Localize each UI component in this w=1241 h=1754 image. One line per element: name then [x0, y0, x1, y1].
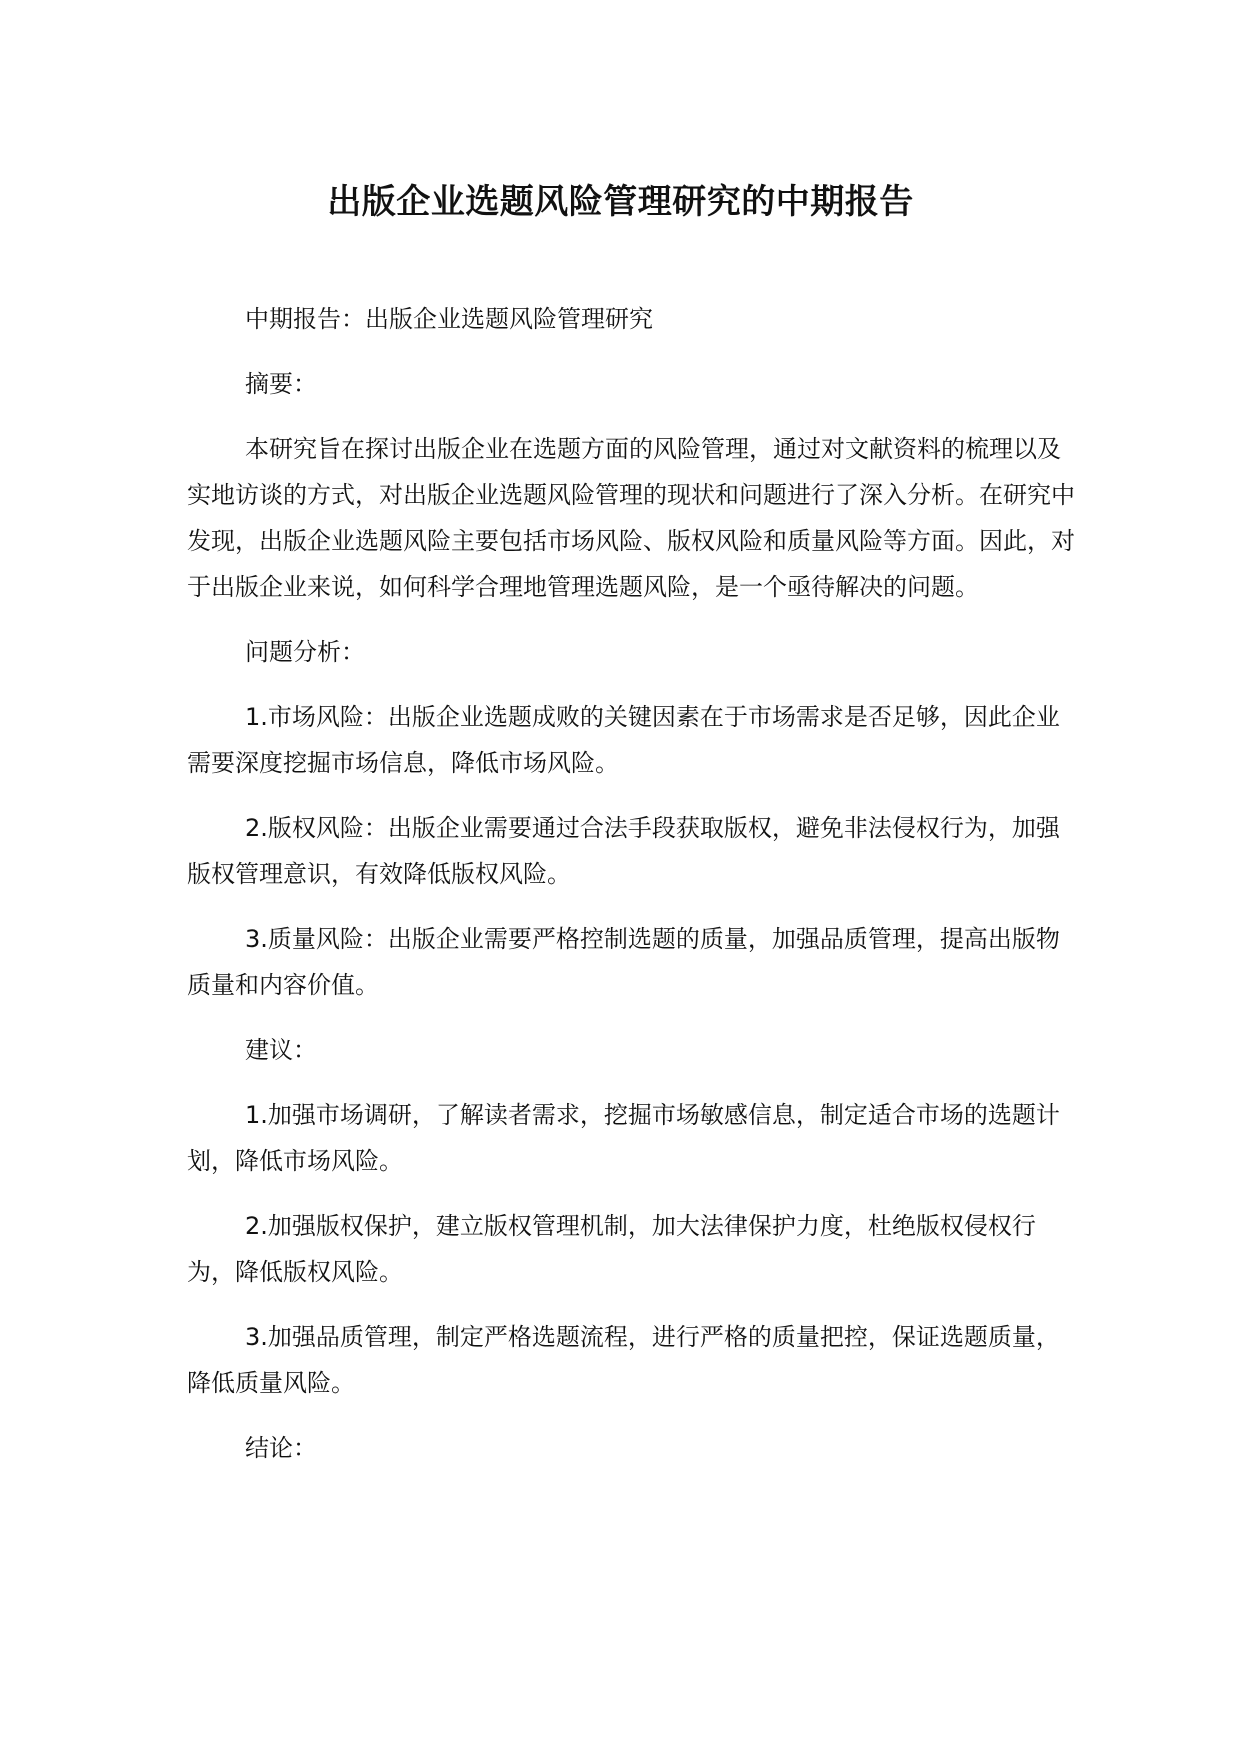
report-subtitle: 中期报告：出版企业选题风险管理研究 — [245, 305, 653, 333]
suggestion-item-copyright-protection: 2.加强版权保护，建立版权管理机制，加大法律保护力度，杜绝版权侵权行为，降低版权风险。 — [187, 1212, 1036, 1286]
section-heading-problem-analysis: 问题分析： — [245, 638, 365, 666]
problem-item-quality-risk: 3.质量风险：出版企业需要严格控制选题的质量，加强品质管理，提高出版物质量和内容价值。 — [187, 925, 1060, 999]
document-title: 出版企业选题风险管理研究的中期报告 — [327, 182, 914, 222]
document-body — [187, 296, 1077, 1490]
suggestion-item-quality-management: 3.加强品质管理，制定严格选题流程，进行严格的质量把控，保证选题质量，降低质量风险。 — [187, 1323, 1060, 1397]
problem-item-copyright-risk: 2.版权风险：出版企业需要通过合法手段获取版权，避免非法侵权行为，加强版权管理意识，有效降低版权风险。 — [187, 814, 1060, 888]
section-heading-abstract: 摘要： — [245, 370, 317, 398]
section-heading-suggestions: 建议： — [245, 1036, 317, 1064]
problem-item-market-risk: 1.市场风险：出版企业选题成败的关键因素在于市场需求是否足够，因此企业需要深度挖掘市场信息，降低市场风险。 — [187, 703, 1060, 777]
suggestion-item-market-research: 1.加强市场调研，了解读者需求，挖掘市场敏感信息，制定适合市场的选题计划，降低市场风险。 — [187, 1101, 1060, 1175]
section-heading-conclusion: 结论： — [245, 1434, 317, 1462]
abstract-paragraph: 本研究旨在探讨出版企业在选题方面的风险管理，通过对文献资料的梳理以及实地访谈的方式，对出版企业选题风险管理的现状和问题进行了深入分析。在研究中发现，出版企业选题风险主要包括市场风险、版权风险和质量风险等方面。因此，对于出版企业来说，如何科学合理地管理选题风险，是一个亟待解决的问题。 — [187, 435, 1075, 601]
